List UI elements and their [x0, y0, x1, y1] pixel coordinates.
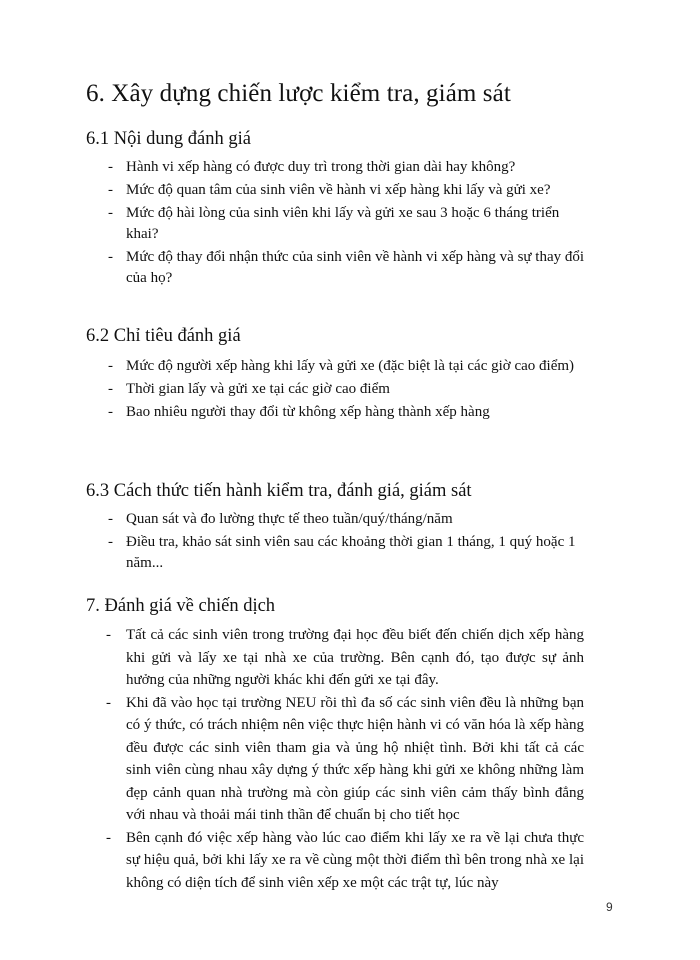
section-6-1-list [108, 157, 593, 291]
section-7-list [106, 624, 584, 894]
section-heading-6-1: 6.1 Nội dung đánh giá [86, 129, 251, 149]
list-item: - Bao nhiêu người thay đổi từ không xếp hàng thành xếp hàng [108, 402, 593, 423]
bullet-dash: - [108, 358, 113, 374]
list-item: - Khi đã vào học tại trường NEU rồi thì đa số các sinh viên đều là những bạn có ý thức, có trách nhiệm nên việc thực hiện hành vi có văn hóa là xếp hàng đều được các sinh viên tham gia và ủng hộ nhiệt tình. Bởi khi tất cả các sinh viên cùng nhau xây dựng ý thức xếp hàng khi gửi xe không những làm đẹp cảnh quan nhà trường mà còn giúp các sinh viên cảm thấy bình đẳng với nhau và thoải mái tinh thần để chuẩn bị cho tiết học [106, 692, 584, 827]
list-item: - Hành vi xếp hàng có được duy trì trong thời gian dài hay không? [108, 157, 593, 178]
bullet-dash: - [106, 829, 111, 846]
section-6-3-list [108, 509, 593, 576]
bullet-dash: - [108, 205, 113, 221]
bullet-dash: - [108, 249, 113, 265]
list-item: - Mức độ hài lòng của sinh viên khi lấy và gửi xe sau 3 hoặc 6 tháng triển khai? [108, 205, 560, 242]
list-item: - Bên cạnh đó việc xếp hàng vào lúc cao điểm khi lấy xe ra về lại chưa thực sự hiệu quả, bởi khi lấy xe ra về cùng một thời điểm thì bên trong nhà xe lại không có diện tích để sinh viên xếp xe một các trật tự, lúc này [106, 827, 584, 895]
section-heading-6-3: 6.3 Cách thức tiến hành kiểm tra, đánh giá, giám sát [86, 481, 472, 501]
page-title: 6. Xây dựng chiến lược kiểm tra, giám sát [86, 80, 511, 107]
bullet-dash: - [108, 404, 113, 420]
list-item: - Tất cả các sinh viên trong trường đại học đều biết đến chiến dịch xếp hàng khi gửi và lấy xe tại nhà xe của trường. Bên cạnh đó, tạo được sự ảnh hưởng của những người khác khi đến gửi xe tại đây. [106, 624, 584, 692]
list-item: - Điều tra, khảo sát sinh viên sau các khoảng thời gian 1 tháng, 1 quý hoặc 1 năm... [108, 534, 576, 571]
bullet-dash: - [106, 694, 111, 711]
bullet-dash: - [108, 511, 113, 527]
bullet-dash: - [108, 534, 113, 550]
section-heading-6-2: 6.2 Chỉ tiêu đánh giá [86, 326, 241, 346]
bullet-dash: - [108, 381, 113, 397]
list-item: - Mức độ thay đổi nhận thức của sinh viên về hành vi xếp hàng và sự thay đổi của họ? [108, 249, 585, 286]
page-number: 9 [606, 900, 613, 914]
list-item: - Mức độ người xếp hàng khi lấy và gửi xe (đặc biệt là tại các giờ cao điểm) [108, 356, 593, 377]
list-item: - Mức độ quan tâm của sinh viên về hành vi xếp hàng khi lấy và gửi xe? [108, 180, 593, 201]
section-heading-7: 7. Đánh giá về chiến dịch [86, 596, 276, 616]
bullet-dash: - [108, 159, 113, 175]
bullet-dash: - [108, 182, 113, 198]
list-item: - Thời gian lấy và gửi xe tại các giờ cao điểm [108, 379, 593, 400]
bullet-dash: - [106, 627, 111, 643]
section-6-2-list [108, 356, 593, 425]
list-item: - Quan sát và đo lường thực tế theo tuần/quý/tháng/năm [108, 509, 593, 530]
